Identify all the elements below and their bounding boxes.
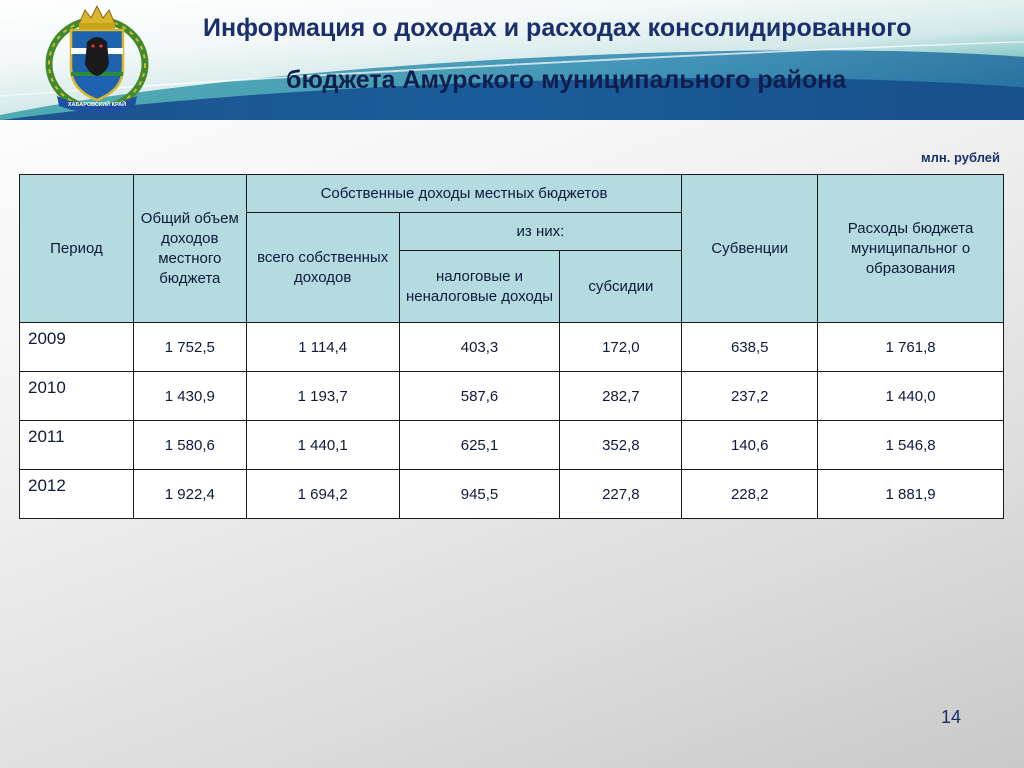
header-subsidies: субсидии xyxy=(560,251,682,323)
header-total-income: Общий объем доходов местного бюджета xyxy=(133,175,246,323)
cell-period: 2009 xyxy=(20,323,134,372)
cell-subsidies: 172,0 xyxy=(560,323,682,372)
budget-table xyxy=(19,174,1004,519)
cell-subventions: 638,5 xyxy=(682,323,818,372)
cell-own-total: 1 114,4 xyxy=(246,323,399,372)
header-period: Период xyxy=(20,175,134,323)
cell-own-total: 1 440,1 xyxy=(246,421,399,470)
cell-tax-nontax: 945,5 xyxy=(399,470,560,519)
cell-tax-nontax: 403,3 xyxy=(399,323,560,372)
cell-subventions: 237,2 xyxy=(682,372,818,421)
table-row xyxy=(20,421,1004,470)
header-own-income: Собственные доходы местных бюджетов xyxy=(246,175,682,213)
cell-subsidies: 282,7 xyxy=(560,372,682,421)
cell-tax-nontax: 625,1 xyxy=(399,421,560,470)
cell-expenses: 1 761,8 xyxy=(818,323,1004,372)
cell-subsidies: 227,8 xyxy=(560,470,682,519)
cell-total: 1 430,9 xyxy=(133,372,246,421)
unit-label: млн. рублей xyxy=(921,150,1000,165)
header-expenses: Расходы бюджета муниципальног о образования xyxy=(818,175,1004,323)
cell-own-total: 1 193,7 xyxy=(246,372,399,421)
logo-caption: ХАБАРОВСКИЙ КРАЙ xyxy=(67,102,127,108)
cell-period: 2012 xyxy=(20,470,134,519)
slide-title-line2: бюджета Амурского муниципального района xyxy=(286,66,847,94)
header-own-total: всего собственных доходов xyxy=(246,213,399,323)
header-subventions: Субвенции xyxy=(682,175,818,323)
slide-title-line1: Информация о доходах и расходах консолидированного xyxy=(203,14,912,42)
page-number: 14 xyxy=(941,707,962,727)
table-row xyxy=(20,470,1004,519)
cell-expenses: 1 440,0 xyxy=(818,372,1004,421)
cell-subsidies: 352,8 xyxy=(560,421,682,470)
cell-tax-nontax: 587,6 xyxy=(399,372,560,421)
coat-of-arms-icon xyxy=(43,2,151,114)
header-tax-nontax: налоговые и неналоговые доходы xyxy=(399,251,560,323)
cell-expenses: 1 546,8 xyxy=(818,421,1004,470)
cell-total: 1 922,4 xyxy=(133,470,246,519)
cell-period: 2010 xyxy=(20,372,134,421)
cell-subventions: 140,6 xyxy=(682,421,818,470)
cell-total: 1 752,5 xyxy=(133,323,246,372)
table-row xyxy=(20,372,1004,421)
cell-total: 1 580,6 xyxy=(133,421,246,470)
cell-subventions: 228,2 xyxy=(682,470,818,519)
cell-own-total: 1 694,2 xyxy=(246,470,399,519)
cell-expenses: 1 881,9 xyxy=(818,470,1004,519)
cell-period: 2011 xyxy=(20,421,134,470)
header-of-which: из них: xyxy=(399,213,682,251)
table-row xyxy=(20,323,1004,372)
